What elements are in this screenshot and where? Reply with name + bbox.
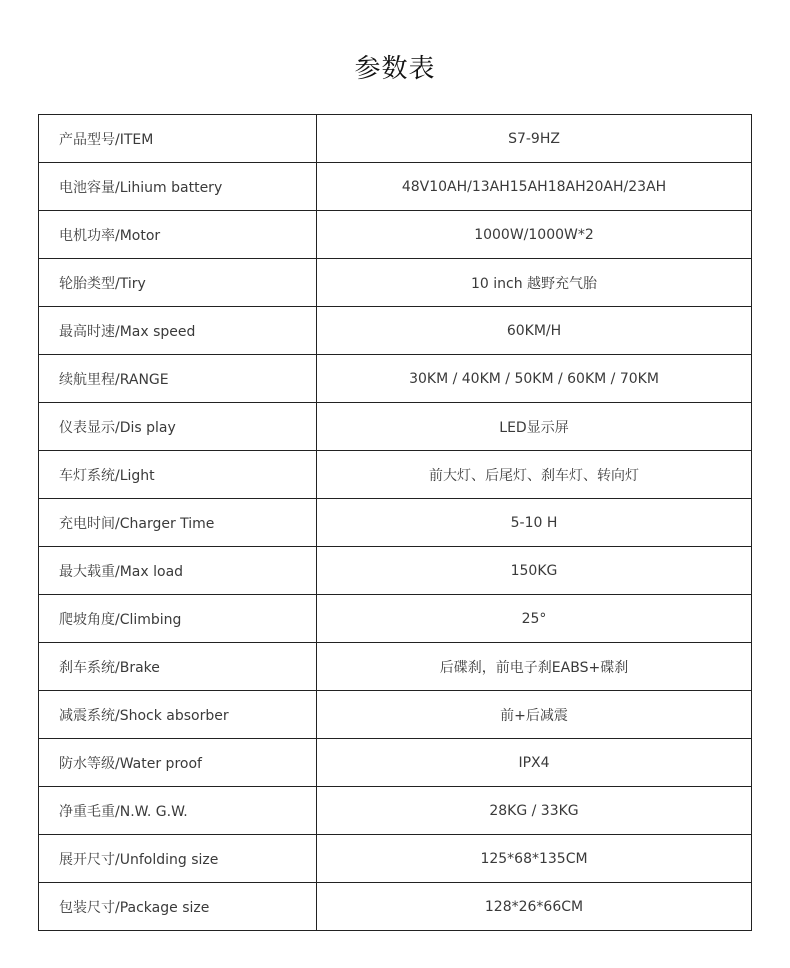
spec-value: 125*68*135CM	[317, 835, 752, 883]
spec-label: 轮胎类型/Tiry	[39, 259, 317, 307]
spec-value: 前+后减震	[317, 691, 752, 739]
spec-row	[39, 835, 752, 883]
spec-value: 128*26*66CM	[317, 883, 752, 931]
spec-value: 150KG	[317, 547, 752, 595]
spec-row	[39, 691, 752, 739]
spec-value: 5-10 H	[317, 499, 752, 547]
spec-label: 减震系统/Shock absorber	[39, 691, 317, 739]
spec-row	[39, 451, 752, 499]
spec-row	[39, 163, 752, 211]
spec-label: 包装尺寸/Package size	[39, 883, 317, 931]
spec-label: 爬坡角度/Climbing	[39, 595, 317, 643]
spec-row	[39, 787, 752, 835]
spec-label: 续航里程/RANGE	[39, 355, 317, 403]
spec-table	[38, 114, 752, 931]
spec-value: 25°	[317, 595, 752, 643]
spec-label: 仪表显示/Dis play	[39, 403, 317, 451]
spec-row	[39, 739, 752, 787]
spec-label: 充电时间/Charger Time	[39, 499, 317, 547]
spec-row	[39, 595, 752, 643]
spec-value: 60KM/H	[317, 307, 752, 355]
spec-row	[39, 643, 752, 691]
spec-row	[39, 883, 752, 931]
spec-value: IPX4	[317, 739, 752, 787]
spec-row	[39, 211, 752, 259]
spec-row	[39, 259, 752, 307]
spec-value: 48V10AH/13AH15AH18AH20AH/23AH	[317, 163, 752, 211]
spec-value: 后碟刹，前电子刹EABS+碟刹	[317, 643, 752, 691]
spec-label: 电池容量/Lihium battery	[39, 163, 317, 211]
spec-row	[39, 115, 752, 163]
spec-value: 30KM / 40KM / 50KM / 60KM / 70KM	[317, 355, 752, 403]
spec-label: 产品型号/ITEM	[39, 115, 317, 163]
spec-label: 刹车系统/Brake	[39, 643, 317, 691]
spec-label: 电机功率/Motor	[39, 211, 317, 259]
spec-value: 前大灯、后尾灯、刹车灯、转向灯	[317, 451, 752, 499]
spec-value: 28KG / 33KG	[317, 787, 752, 835]
spec-table-body	[39, 115, 752, 931]
spec-label: 净重毛重/N.W. G.W.	[39, 787, 317, 835]
spec-value: 10 inch 越野充气胎	[317, 259, 752, 307]
spec-value: 1000W/1000W*2	[317, 211, 752, 259]
spec-label: 最高时速/Max speed	[39, 307, 317, 355]
spec-value: LED显示屏	[317, 403, 752, 451]
spec-row	[39, 403, 752, 451]
spec-label: 展开尺寸/Unfolding size	[39, 835, 317, 883]
spec-row	[39, 355, 752, 403]
spec-row	[39, 499, 752, 547]
spec-row	[39, 547, 752, 595]
spec-label: 车灯系统/Light	[39, 451, 317, 499]
spec-value: S7-9HZ	[317, 115, 752, 163]
spec-row	[39, 307, 752, 355]
spec-label: 防水等级/Water proof	[39, 739, 317, 787]
spec-label: 最大载重/Max load	[39, 547, 317, 595]
page-title: 参数表	[354, 54, 436, 84]
